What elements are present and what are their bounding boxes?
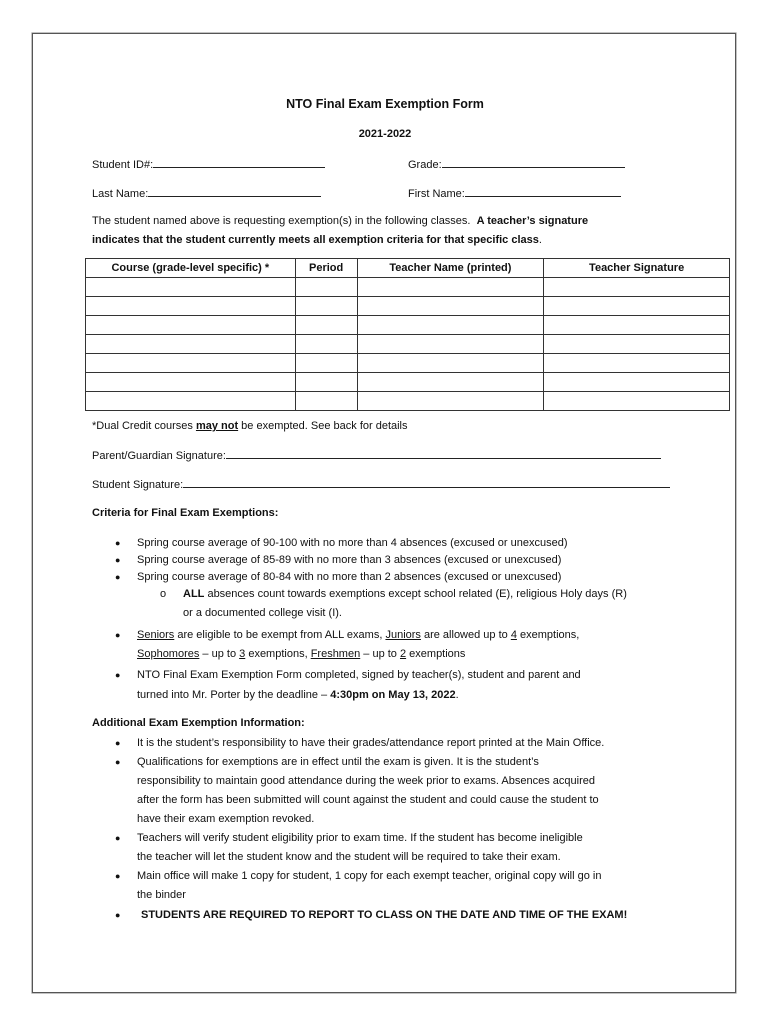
teacher-name-cell[interactable]	[357, 316, 544, 335]
criteria-item-3: Spring course average of 80-84 with no more than 2 absences (excused or unexcused)	[137, 571, 562, 583]
teacher-signature-cell[interactable]	[544, 316, 730, 335]
parent-signature-label: Parent/Guardian Signature:	[92, 450, 226, 462]
exemption-table	[85, 258, 730, 411]
teacher-signature-cell[interactable]	[544, 373, 730, 392]
criteria-heading: Criteria for Final Exam Exemptions:	[92, 507, 279, 519]
class-rule-text: exemptions,	[516, 629, 580, 641]
additional-item-2-line-1: Qualifications for exemptions are in effect until the exam is given. It is the student’s	[137, 756, 539, 768]
class-rule-text: are eligible to be exempt from ALL exams,	[174, 629, 386, 641]
freshmen-count: 2	[399, 648, 407, 660]
period-cell[interactable]	[295, 354, 357, 373]
class-rule-text: – up to	[360, 648, 400, 660]
parent-signature-field[interactable]	[92, 448, 661, 463]
class-exemption-rule-line-2	[137, 647, 465, 661]
header-teacher-name: Teacher Name (printed)	[357, 259, 544, 278]
deadline: 4:30pm on May 13, 2022	[330, 689, 456, 701]
table-row	[86, 316, 730, 335]
dual-credit-pre: *Dual Credit courses	[92, 420, 196, 432]
juniors-count: 4	[510, 629, 517, 641]
bullet-icon: ●	[115, 738, 121, 748]
bullet-icon: ●	[115, 833, 121, 843]
student-id-line[interactable]	[153, 157, 325, 168]
header-course: Course (grade-level specific) *	[86, 259, 296, 278]
table-body	[86, 278, 730, 411]
teacher-signature-cell[interactable]	[544, 297, 730, 316]
teacher-signature-cell[interactable]	[544, 335, 730, 354]
table-row	[86, 297, 730, 316]
teacher-name-cell[interactable]	[357, 278, 544, 297]
additional-item-2-line-4: have their exam exemption revoked.	[137, 813, 315, 825]
class-rule-text: exemptions	[406, 648, 466, 660]
dual-credit-note	[92, 419, 408, 433]
teacher-signature-cell[interactable]	[544, 392, 730, 411]
period-cell[interactable]	[295, 316, 357, 335]
header-teacher-signature: Teacher Signature	[544, 259, 730, 278]
table-row	[86, 335, 730, 354]
completion-rule-end: .	[455, 689, 459, 701]
class-rule-text: are allowed up to	[420, 629, 511, 641]
additional-item-2-line-2: responsibility to maintain good attendance during the week prior to exams. Absences acquired	[137, 775, 595, 787]
bullet-icon: ●	[115, 871, 121, 881]
table-row	[86, 373, 730, 392]
completion-rule-line-1: NTO Final Exam Exemption Form completed, signed by teacher(s), student and parent and	[137, 669, 581, 681]
period-cell[interactable]	[295, 373, 357, 392]
grade-line[interactable]	[442, 157, 625, 168]
teacher-name-cell[interactable]	[357, 392, 544, 411]
bullet-icon: ●	[115, 670, 121, 680]
teacher-name-cell[interactable]	[357, 335, 544, 354]
additional-item-1: It is the student’s responsibility to have their grades/attendance report printed at the Main Office.	[137, 737, 605, 749]
school-year: 2021-2022	[358, 128, 412, 140]
last-name-label: Last Name:	[92, 188, 149, 200]
freshmen-label: Freshmen	[310, 648, 361, 660]
intro-text: The student named above is requesting exemption(s) in the following classes.	[92, 215, 471, 227]
teacher-name-cell[interactable]	[357, 297, 544, 316]
course-cell[interactable]	[86, 373, 296, 392]
absences-rule-line-2: or a documented college visit (I).	[183, 607, 342, 619]
additional-item-2-line-3: after the form has been submitted will count against the student and could cause the student to	[137, 794, 599, 806]
table-row	[86, 392, 730, 411]
period-cell[interactable]	[295, 335, 357, 354]
course-cell[interactable]	[86, 316, 296, 335]
bullet-icon: ●	[115, 910, 121, 920]
additional-item-4-line-2: the binder	[137, 889, 186, 901]
bullet-icon: ●	[115, 555, 121, 565]
bullet-icon: ●	[115, 757, 121, 767]
bullet-icon: ●	[115, 630, 121, 640]
additional-heading: Additional Exam Exemption Information:	[92, 717, 305, 729]
class-rule-text: exemptions,	[245, 648, 311, 660]
sub-bullet-icon: o	[160, 588, 167, 600]
dual-credit-post: be exempted. See back for details	[238, 420, 408, 432]
period-cell[interactable]	[295, 297, 357, 316]
header-period: Period	[295, 259, 357, 278]
first-name-field[interactable]	[408, 186, 621, 201]
teacher-signature-cell[interactable]	[544, 278, 730, 297]
course-cell[interactable]	[86, 297, 296, 316]
class-rule-text: – up to	[199, 648, 240, 660]
criteria-item-2: Spring course average of 85-89 with no more than 3 absences (excused or unexcused)	[137, 554, 562, 566]
period-cell[interactable]	[295, 278, 357, 297]
student-signature-label: Student Signature:	[92, 479, 184, 491]
student-id-label: Student ID#:	[92, 159, 154, 171]
student-signature-line[interactable]	[183, 477, 670, 488]
additional-item-3-line-1: Teachers will verify student eligibility prior to exam time. If the student has become ineligible	[137, 832, 583, 844]
completion-rule-line-2	[137, 688, 459, 702]
intro-paragraph	[92, 212, 732, 250]
course-cell[interactable]	[86, 278, 296, 297]
class-exemption-rule-line-1	[137, 628, 579, 642]
table-row	[86, 278, 730, 297]
seniors-label: Seniors	[137, 629, 175, 641]
form-title: NTO Final Exam Exemption Form	[286, 97, 484, 111]
last-name-field[interactable]	[92, 186, 321, 201]
dual-credit-emphasis: may not	[195, 420, 239, 432]
course-cell[interactable]	[86, 335, 296, 354]
bullet-icon: ●	[115, 572, 121, 582]
table-header-row	[86, 259, 730, 278]
intro-bold-1: A teacher’s signature	[476, 215, 589, 227]
juniors-label: Juniors	[385, 629, 421, 641]
student-signature-field[interactable]	[92, 477, 670, 492]
additional-item-3-line-2: the teacher will let the student know and the student will be required to take their exam.	[137, 851, 561, 863]
last-name-line[interactable]	[148, 186, 321, 197]
intro-end: .	[538, 234, 542, 246]
period-cell[interactable]	[295, 392, 357, 411]
table-row	[86, 354, 730, 373]
intro-bold-2: indicates that the student currently meets all exemption criteria for that specific class	[92, 234, 539, 246]
sophomores-count: 3	[239, 648, 246, 660]
grade-field[interactable]	[408, 157, 625, 172]
completion-rule-text: turned into Mr. Porter by the deadline –	[137, 689, 331, 701]
absences-rule-text: absences count towards exemptions except school related (E), religious Holy days (R)	[204, 588, 627, 600]
course-cell[interactable]	[86, 392, 296, 411]
course-cell[interactable]	[86, 354, 296, 373]
teacher-name-cell[interactable]	[357, 373, 544, 392]
teacher-signature-cell[interactable]	[544, 354, 730, 373]
absences-rule-bold: ALL	[183, 588, 205, 600]
teacher-name-cell[interactable]	[357, 354, 544, 373]
criteria-item-1: Spring course average of 90-100 with no more than 4 absences (excused or unexcused)	[137, 537, 568, 549]
parent-signature-line[interactable]	[226, 448, 661, 459]
grade-label: Grade:	[408, 159, 442, 171]
first-name-label: First Name:	[408, 188, 465, 200]
bullet-icon: ●	[115, 538, 121, 548]
additional-item-5: STUDENTS ARE REQUIRED TO REPORT TO CLASS ON THE DATE AND TIME OF THE EXAM!	[141, 909, 628, 921]
absences-rule-line-1	[183, 587, 627, 601]
sophomores-label: Sophomores	[137, 648, 200, 660]
first-name-line[interactable]	[465, 186, 621, 197]
additional-item-4-line-1: Main office will make 1 copy for student, 1 copy for each exempt teacher, original copy will go in	[137, 870, 602, 882]
student-id-field[interactable]	[92, 157, 325, 172]
